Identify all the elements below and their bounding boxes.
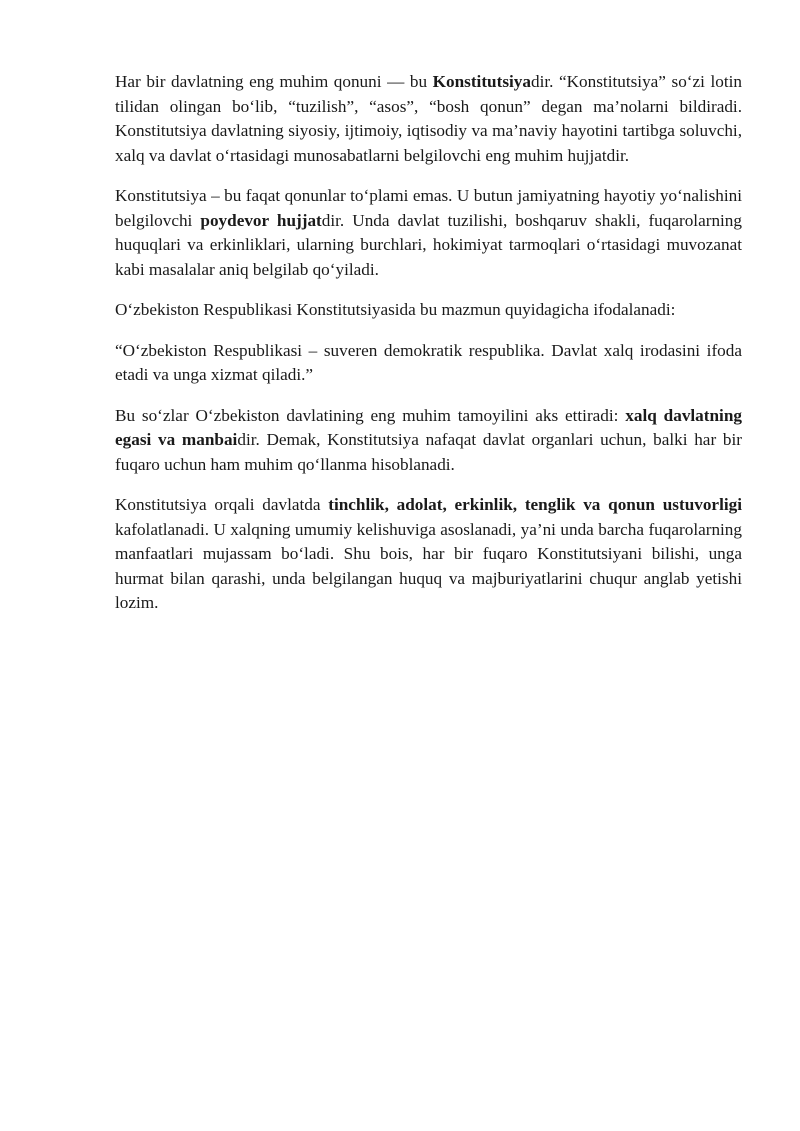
document-page xyxy=(115,70,742,632)
text-segment: O‘zbekiston Respublikasi Konstitutsiyasida bu mazmun quyidagicha ifodalanadi: xyxy=(115,300,676,319)
paragraph-principle xyxy=(115,404,742,478)
text-segment: Konstitutsiya orqali davlatda xyxy=(115,495,329,514)
paragraph-conclusion xyxy=(115,493,742,616)
paragraph-intro xyxy=(115,70,742,168)
paragraph-quote xyxy=(115,339,742,388)
text-segment: dir. “Konstitutsiya” so‘zi lotin tilidan olingan bo‘lib, “tuzilish”, “asos”, “bosh qonun” degan ma’nolarni bildiradi. Konstitutsiya davlatning siyosiy, ijtimoiy, iqtisodiy va ma’naviy hayotini tartibga soluvchi, xalq va davlat o‘rtasidagi munosabatlarni belgilovchi eng muhim hujjatdir. xyxy=(115,72,743,165)
text-segment: dir. Unda davlat tuzilishi, boshqaruv shakli, fuqarolarning huquqlari va erkinliklari, ularning burchlari, hokimiyat tarmoqlari o‘rtasidagi muvozanat kabi masalalar aniq belgilab qo‘yiladi. xyxy=(115,210,742,279)
text-segment: Konstitutsiya – bu faqat qonunlar to‘plami emas. U butun jamiyatning hayotiy yo‘nalishini belgilovchi xyxy=(115,186,742,230)
text-segment: Har bir davlatning eng muhim qonuni — bu xyxy=(115,72,433,91)
bold-term: xalq davlatning egasi va manbai xyxy=(115,405,742,449)
text-segment: “O‘zbekiston Respublikasi – suveren demokratik respublika. Davlat xalq irodasini ifoda etadi va unga xizmat qiladi.” xyxy=(115,340,742,384)
text-segment: dir. Demak, Konstitutsiya nafaqat davlat organlari uchun, balki har bir fuqaro uchun ham muhim qo‘llanma hisoblanadi. xyxy=(115,430,742,474)
paragraph-foundation xyxy=(115,184,742,282)
bold-term: poydevor hujjat xyxy=(200,210,322,230)
paragraph-lead-in xyxy=(115,298,742,323)
bold-term: tinchlik, adolat, erkinlik, tenglik va qonun ustuvorligi xyxy=(328,495,742,514)
text-segment: kafolatlanadi. U xalqning umumiy kelishuviga asoslanadi, ya’ni unda barcha fuqarolarning manfaatlari mujassam bo‘ladi. Shu bois, har bir fuqaro Konstitutsiyani bilishi, unga hurmat bilan qarashi, unda belgilangan huquq va majburiyatlarini chuqur anglab yetishi lozim. xyxy=(115,519,742,612)
text-segment: Bu so‘zlar O‘zbekiston davlatining eng muhim tamoyilini aks ettiradi: xyxy=(115,405,626,425)
bold-term: Konstitutsiya xyxy=(432,72,531,91)
